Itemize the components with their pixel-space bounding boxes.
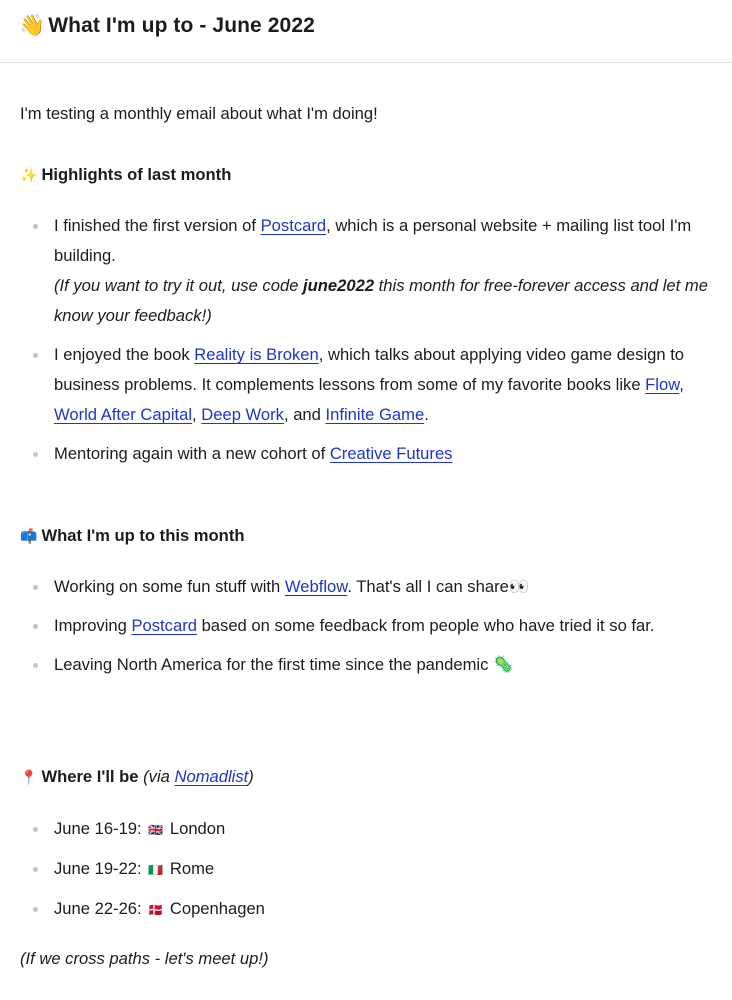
travel-city: London — [169, 819, 226, 838]
deep-work-link[interactable]: Deep Work — [201, 405, 284, 424]
travel-dates: June 22-26: — [54, 899, 142, 918]
this-month-heading-text: What I'm up to this month — [41, 526, 245, 545]
waving-hand-icon: 👋 — [19, 14, 46, 37]
separator: , and — [283, 405, 326, 424]
mailbox-icon: 📫 — [20, 528, 38, 544]
item-text: . That's all I can share — [347, 577, 509, 596]
this-month-heading — [20, 521, 244, 551]
creative-futures-link[interactable]: Creative Futures — [329, 444, 453, 463]
infinite-game-link[interactable]: Infinite Game — [325, 405, 425, 424]
where-heading — [20, 762, 254, 792]
where-subtitle-text: ) — [248, 767, 254, 786]
intro-text: I'm testing a monthly email about what I'm doing! — [20, 104, 378, 123]
nomadlist-link[interactable]: Nomadlist — [174, 767, 249, 786]
reality-is-broken-link[interactable]: Reality is Broken — [194, 345, 319, 364]
promo-code: june2022 — [303, 276, 375, 295]
list-item — [20, 572, 710, 602]
list-item — [20, 611, 710, 641]
postcard-link[interactable]: Postcard — [260, 216, 327, 235]
item-text: Mentoring again with a new cohort of — [54, 444, 330, 463]
postcard-link[interactable]: Postcard — [131, 616, 197, 635]
eyes-icon: 👀 — [508, 577, 530, 596]
webflow-link[interactable]: Webflow — [284, 577, 348, 596]
denmark-flag-icon: 🇩🇰 — [148, 903, 164, 917]
uk-flag-icon: 🇬🇧 — [148, 823, 164, 837]
this-month-list — [20, 572, 710, 680]
list-item — [20, 854, 710, 885]
list-item — [20, 439, 710, 469]
travel-dates: June 19-22: — [54, 859, 142, 878]
separator: , — [679, 375, 684, 394]
where-heading-text: Where I'll be — [41, 767, 139, 786]
item-text: based on some feedback from people who have tried it so far. — [196, 616, 655, 635]
item-text: , which is a personal website + mailing list tool I'm building. — [54, 216, 692, 265]
email-header — [0, 0, 732, 63]
highlights-list — [20, 211, 710, 469]
world-after-capital-link[interactable]: World After Capital — [54, 405, 193, 424]
highlights-heading — [20, 160, 231, 190]
pin-icon: 📍 — [20, 769, 38, 785]
item-text: Leaving North America for the first time since the pandemic — [54, 655, 494, 674]
list-item — [20, 894, 710, 925]
where-subtitle-text: (via — [138, 767, 175, 786]
promo-note-text: (If you want to try it out, use code — [54, 276, 304, 295]
item-text: I enjoyed the book — [54, 345, 195, 364]
separator: . — [424, 405, 429, 424]
list-item — [20, 211, 710, 331]
item-text: I finished the first version of — [54, 216, 261, 235]
travel-city: Copenhagen — [169, 899, 265, 918]
italy-flag-icon: 🇮🇹 — [148, 863, 164, 877]
promo-note — [54, 276, 708, 325]
separator: , — [192, 405, 202, 424]
item-text: , which talks about applying video game design to business problems. It complements lessons from some of my favorite books like — [54, 345, 685, 394]
travel-dates: June 16-19: — [54, 819, 142, 838]
travel-list — [20, 814, 710, 925]
sparkles-icon: ✨ — [20, 167, 38, 183]
microbe-icon: 🦠 — [493, 655, 514, 674]
page-title-text: What I'm up to - June 2022 — [48, 14, 315, 37]
list-item — [20, 650, 710, 680]
item-text: Working on some fun stuff with — [54, 577, 285, 596]
list-item — [20, 340, 710, 430]
promo-note-text: this month for free-forever access and let me know your feedback!) — [54, 276, 708, 325]
list-item — [20, 814, 710, 845]
page-title — [19, 14, 315, 38]
highlights-heading-text: Highlights of last month — [41, 165, 232, 184]
where-subtitle — [139, 767, 254, 786]
item-text: Improving — [54, 616, 132, 635]
travel-city: Rome — [169, 859, 215, 878]
flow-link[interactable]: Flow — [645, 375, 680, 394]
closing-text: (If we cross paths - let's meet up!) — [20, 949, 269, 968]
